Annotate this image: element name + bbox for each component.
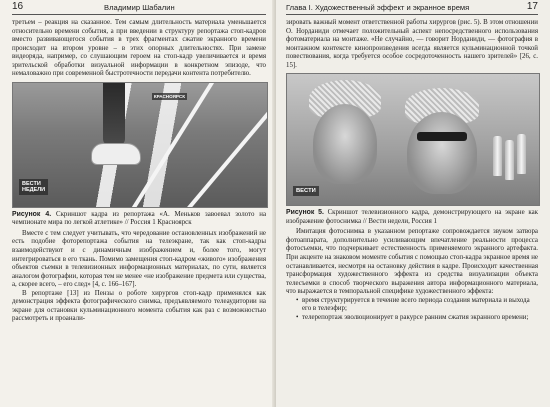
bottle [517, 134, 526, 174]
bottle [493, 136, 502, 176]
left-paragraph-2: В репортаже [13] из Пензы о роботе хирургов стоп-кадр применялся как демонстрация эффекта фотографического снимка, предъявляемого телеаудитории на экране для остановки кульминационного момента события как раз с возможностью рассмотреть и проанали- [12, 289, 266, 323]
figure-4-photo [12, 82, 268, 208]
bottle [505, 140, 514, 180]
list-item: • время структурируется в течение всего периода создания материала и выхода его в телеэфир; [296, 297, 538, 314]
channel-logo: ВЕСТИ [293, 186, 319, 196]
surgeon-glasses [417, 132, 467, 141]
figure-5-label: Рисунок 5. [286, 209, 324, 217]
channel-logo-small: КРАСНОЯРСК [153, 93, 185, 99]
list-item: • телерепортаж эволюционирует в ракурсе ранним сжатия экранного времени; [296, 314, 538, 323]
figure-4-label: Рисунок 4. [12, 210, 52, 218]
track-line [131, 82, 235, 208]
channel-logo: ВЕСТИ НЕДЕЛИ [19, 179, 48, 195]
figure-5-caption-text: Скриншот телевизионного кадра, демонстрирующего на экране как изображение фотоснимка // Вести недели, Россия 1 [286, 209, 538, 225]
left-paragraph-top: третьем – реакция на сказанное. Тем самым длительность материала уменьшается относительно времени события, а при введении в структуру репортажа стоп-кадров вместо развивающегося события в трех фрагментах сжатие экранного времени происходит на втором уровне – в этих опорных длительностях. При замене видеоряда, например, со слушающим героем на стоп-кадр увеличивается и время зрительской обработки визуальной информации в конкретном эпизоде, что немаловажно при современной быстротечности передачи контента потребителю. [12, 19, 266, 78]
figure-4-caption [12, 211, 266, 228]
figure-4-caption-text: Скриншот кадра из репортажа «А. Меньков завоевал золото на чемпионате мира по легкой атлетике» // Россия 1 Красноярск [12, 210, 267, 227]
athlete-leg [103, 83, 125, 145]
surgeon-left [313, 104, 377, 184]
bullet-list [286, 297, 538, 323]
right-running-head: Глава I. Художественный эффект и экранное время [286, 3, 470, 12]
right-page [276, 0, 550, 407]
left-paragraph-1: Вместе с тем следует учитывать, что чередование остановленных изображений не есть подобие фоторепортажа события на телеэкране, так как стоп-кадры взаимодействуют и с динамичным изображением и, более того, могут интегрироваться в его ткань. Помимо замещения стоп-кадром «живого» изображения объектов съемки в телевизионных информационных материалах, по сути, является аналогом фотографии, которая тем не менее «не изображение предмета или существа, а, скорее всего, – его след» [4, с. 166–167]. [12, 229, 266, 289]
right-header-rule [286, 14, 538, 15]
right-page-number: 17 [526, 1, 538, 12]
right-paragraph-top: зировать важный момент ответственной работы хирургов (рис. 5). В этом отношении О. Норданиди отмечает положительный аспект непосредственного использования фотоматериала на монтаже. «Не случайно, — говорит Норданиди, — фотография в монтажном контексте кинопроизведения всегда является кульминационной точкой повествования, когда требуется особое сосредоточенность нашего зрителей» [26, с. 15]. [286, 19, 538, 69]
left-header-rule [12, 14, 266, 15]
surgeon-right [407, 112, 477, 194]
figure-5-caption [286, 209, 538, 226]
right-paragraph-1: Имитация фотоснимка в указанном репортаже сопровождается звуком затвора фотоаппарата, дополнительно усиливающим впечатление реальности процесса фотосъемки, что подчеркивает естественность применяемого экранного артефакта. При акценте на знаковом моменте события с помощью стоп-кадра экранное время не останавливается, несмотря на остановку действия в кадре. Происходит качественная трансформация художественного эффекта из средства визуализации объекта телесъемки в способ творческого выражения автора информационного материала, что выражается в темпоральной специфике художественного эффекта: [286, 228, 538, 296]
figure-5-photo [286, 73, 540, 206]
athlete-shoe [91, 143, 141, 165]
left-running-head: Владимир Шабалин [104, 3, 175, 12]
left-page-number: 16 [12, 1, 24, 12]
